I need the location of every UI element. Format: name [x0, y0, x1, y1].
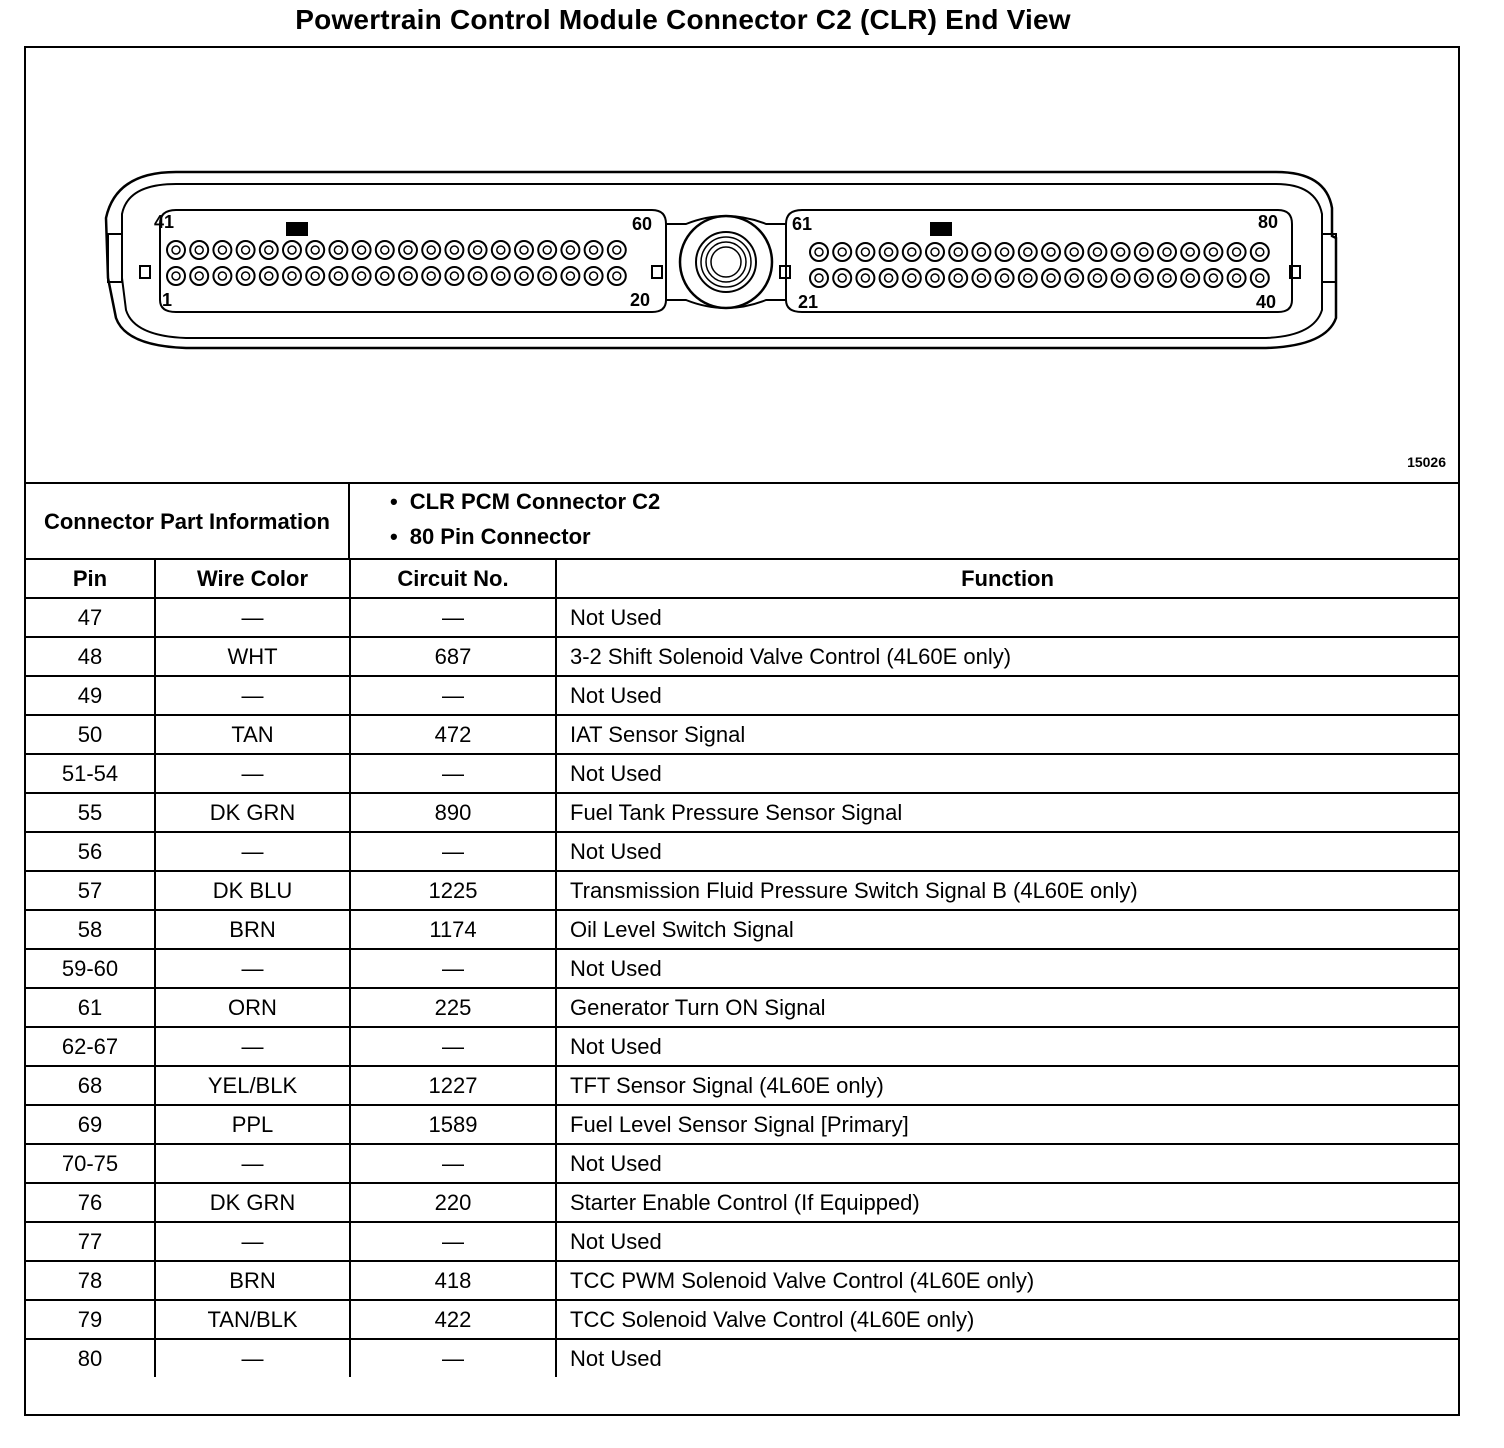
right-key [930, 222, 952, 236]
pin-terminal [856, 269, 874, 287]
pin-terminal-socket [861, 274, 869, 282]
pin-terminal-socket [1070, 274, 1078, 282]
pin-terminal-socket [1070, 248, 1078, 256]
pin-terminal-socket [815, 274, 823, 282]
pin-terminal-socket [311, 272, 319, 280]
pin-terminal [1228, 269, 1246, 287]
pin-terminal [1181, 243, 1199, 261]
pin-terminal [585, 267, 603, 285]
pin-terminal [1088, 243, 1106, 261]
cell-circuit: — [350, 1339, 556, 1377]
pin-terminal [949, 269, 967, 287]
cell-pin: 48 [26, 637, 155, 676]
pin-terminal [1135, 243, 1153, 261]
table-row [26, 715, 1458, 754]
pin-terminal-socket [218, 272, 226, 280]
cell-wire-color: — [155, 598, 350, 637]
pin-terminal [996, 243, 1014, 261]
pin-terminal-socket [590, 246, 598, 254]
cell-pin: 47 [26, 598, 155, 637]
table-row [26, 1144, 1458, 1183]
cell-wire-color: ORN [155, 988, 350, 1027]
pin-terminal [926, 243, 944, 261]
pin-terminal [306, 267, 324, 285]
cell-wire-color: DK GRN [155, 1183, 350, 1222]
pin-terminal-socket [1024, 274, 1032, 282]
pin-terminal-socket [885, 248, 893, 256]
pin-label-61: 61 [792, 214, 813, 234]
pin-terminal [561, 267, 579, 285]
connector-info-list [350, 484, 1458, 558]
cell-circuit: 1589 [350, 1105, 556, 1144]
pin-terminal [237, 241, 255, 259]
pin-terminal [190, 241, 208, 259]
pin-terminal-socket [358, 246, 366, 254]
cell-pin: 55 [26, 793, 155, 832]
pin-terminal [538, 267, 556, 285]
pin-terminal [422, 267, 440, 285]
connector-part-information [26, 484, 1458, 560]
cell-pin: 77 [26, 1222, 155, 1261]
table-row [26, 1066, 1458, 1105]
table-row [26, 1027, 1458, 1066]
cell-circuit: 890 [350, 793, 556, 832]
pin-terminal-socket [1047, 248, 1055, 256]
pin-terminal [376, 267, 394, 285]
cell-circuit: — [350, 1144, 556, 1183]
cell-wire-color: TAN [155, 715, 350, 754]
pin-terminal [810, 243, 828, 261]
pin-terminal [306, 241, 324, 259]
pin-terminal [810, 269, 828, 287]
pin-terminal-socket [1140, 274, 1148, 282]
cell-pin: 56 [26, 832, 155, 871]
cell-wire-color: DK BLU [155, 871, 350, 910]
center-bolt-ring3 [706, 242, 746, 282]
pin-terminal-socket [404, 246, 412, 254]
pin-label-21: 21 [798, 292, 819, 312]
cell-function: TCC Solenoid Valve Control (4L60E only) [556, 1300, 1458, 1339]
cell-wire-color: — [155, 1222, 350, 1261]
right-ear [1322, 234, 1336, 282]
pin-terminal [1065, 243, 1083, 261]
cell-pin: 59-60 [26, 949, 155, 988]
pin-terminal-socket [242, 246, 250, 254]
cell-function: 3-2 Shift Solenoid Valve Control (4L60E only) [556, 637, 1458, 676]
connector-end-view [26, 48, 1458, 484]
pin-label-80: 80 [1258, 212, 1279, 232]
cell-function: Not Used [556, 1222, 1458, 1261]
table-row [26, 832, 1458, 871]
pin-terminal-socket [543, 246, 551, 254]
header-function: Function [556, 560, 1458, 598]
table-row [26, 1300, 1458, 1339]
cell-circuit: 418 [350, 1261, 556, 1300]
cell-circuit: 472 [350, 715, 556, 754]
header-wire-color: Wire Color [155, 560, 350, 598]
pin-terminal [190, 267, 208, 285]
cell-function: Not Used [556, 1144, 1458, 1183]
pin-terminal-socket [1186, 274, 1194, 282]
pin-terminal [561, 241, 579, 259]
pin-terminal [329, 241, 347, 259]
cell-pin: 69 [26, 1105, 155, 1144]
table-row [26, 637, 1458, 676]
center-bolt-ring2 [701, 237, 751, 287]
pin-terminal-socket [931, 248, 939, 256]
connector-housing-outer [106, 172, 1336, 348]
pin-label-1: 1 [162, 290, 173, 310]
cell-pin: 50 [26, 715, 155, 754]
pin-terminal-socket [358, 272, 366, 280]
cell-wire-color: — [155, 832, 350, 871]
cell-pin: 78 [26, 1261, 155, 1300]
pin-terminal-socket [381, 246, 389, 254]
table-body [26, 598, 1458, 1377]
pin-terminal [1088, 269, 1106, 287]
pin-terminal [260, 241, 278, 259]
pin-terminal-socket [288, 272, 296, 280]
pin-terminal [1019, 243, 1037, 261]
pin-terminal [880, 269, 898, 287]
cell-circuit: 422 [350, 1300, 556, 1339]
pin-terminal [585, 241, 603, 259]
pin-terminal-socket [311, 246, 319, 254]
pin-terminal [856, 243, 874, 261]
cell-wire-color: — [155, 754, 350, 793]
pin-terminal-socket [1117, 274, 1125, 282]
pin-terminal-socket [1001, 274, 1009, 282]
pin-terminal [1065, 269, 1083, 287]
pin-terminal-socket [885, 274, 893, 282]
pin-terminal [903, 269, 921, 287]
table-row [26, 793, 1458, 832]
pin-terminal-socket [497, 272, 505, 280]
pin-terminal-socket [1024, 248, 1032, 256]
pin-terminal-socket [1186, 248, 1194, 256]
pin-terminal-socket [381, 272, 389, 280]
pin-terminal [213, 267, 231, 285]
pinout-table [26, 560, 1458, 1377]
pin-terminal-socket [566, 272, 574, 280]
cell-circuit: 1227 [350, 1066, 556, 1105]
cell-wire-color: — [155, 1144, 350, 1183]
table-header-row [26, 560, 1458, 598]
cell-wire-color: DK GRN [155, 793, 350, 832]
cell-circuit: 1225 [350, 871, 556, 910]
pin-terminal-socket [566, 246, 574, 254]
pin-terminal-socket [1163, 274, 1171, 282]
pin-terminal-socket [1117, 248, 1125, 256]
pin-terminal-socket [1001, 248, 1009, 256]
table-row [26, 598, 1458, 637]
pin-terminal-socket [838, 274, 846, 282]
pin-terminal-socket [450, 246, 458, 254]
center-bolt-outer [680, 216, 772, 308]
left-latch-left [140, 266, 150, 278]
cell-function: Not Used [556, 1339, 1458, 1377]
pin-terminal-socket [838, 248, 846, 256]
center-bolt-ring1 [696, 232, 756, 292]
cell-pin: 61 [26, 988, 155, 1027]
pin-terminal [880, 243, 898, 261]
pin-terminal-socket [334, 246, 342, 254]
cell-function: TFT Sensor Signal (4L60E only) [556, 1066, 1458, 1105]
cell-function: IAT Sensor Signal [556, 715, 1458, 754]
connector-drawing [26, 48, 1458, 482]
pin-terminal [353, 241, 371, 259]
table-row [26, 1105, 1458, 1144]
table-row [26, 1222, 1458, 1261]
pin-terminal-socket [861, 248, 869, 256]
pin-terminal [833, 269, 851, 287]
cell-pin: 68 [26, 1066, 155, 1105]
pin-terminal [283, 267, 301, 285]
pin-terminal-socket [450, 272, 458, 280]
pin-terminal-socket [242, 272, 250, 280]
pin-terminal-socket [474, 272, 482, 280]
cell-function: Fuel Level Sensor Signal [Primary] [556, 1105, 1458, 1144]
connector-info-item: • 80 Pin Connector [390, 519, 1458, 554]
pin-terminal-socket [954, 274, 962, 282]
pin-terminal-socket [543, 272, 551, 280]
pin-terminal [903, 243, 921, 261]
pin-terminal [492, 241, 510, 259]
cell-function: Not Used [556, 676, 1458, 715]
left-ear [108, 234, 122, 282]
cell-function: Generator Turn ON Signal [556, 988, 1458, 1027]
center-bolt-ring4 [711, 247, 741, 277]
cell-wire-color: BRN [155, 910, 350, 949]
cell-wire-color: — [155, 676, 350, 715]
pin-terminal [996, 269, 1014, 287]
cell-function: Not Used [556, 949, 1458, 988]
pin-terminal [399, 267, 417, 285]
figure-number: 15026 [1407, 454, 1446, 470]
cell-pin: 70-75 [26, 1144, 155, 1183]
pin-label-40: 40 [1256, 292, 1277, 312]
table-row [26, 988, 1458, 1027]
header-circuit: Circuit No. [350, 560, 556, 598]
pin-terminal-socket [520, 272, 528, 280]
diagram-frame [24, 46, 1460, 1416]
cell-pin: 49 [26, 676, 155, 715]
pin-terminal-socket [265, 272, 273, 280]
cell-function: Not Used [556, 598, 1458, 637]
cell-wire-color: — [155, 949, 350, 988]
cell-wire-color: YEL/BLK [155, 1066, 350, 1105]
pin-terminal [1204, 269, 1222, 287]
pin-terminal [1019, 269, 1037, 287]
pin-terminal [1158, 243, 1176, 261]
pin-terminal [260, 267, 278, 285]
pin-terminal-socket [334, 272, 342, 280]
pin-terminal [469, 241, 487, 259]
pin-terminal-socket [172, 272, 180, 280]
pin-terminal-socket [815, 248, 823, 256]
cell-circuit: 1174 [350, 910, 556, 949]
pin-terminal-socket [1233, 274, 1241, 282]
pin-terminal-socket [195, 246, 203, 254]
pin-terminal [422, 241, 440, 259]
cell-circuit: — [350, 676, 556, 715]
left-latch-right [652, 266, 662, 278]
pin-terminal-socket [265, 246, 273, 254]
pin-terminal [1251, 269, 1269, 287]
pin-terminal-socket [1256, 248, 1264, 256]
cell-function: Starter Enable Control (If Equipped) [556, 1183, 1458, 1222]
pin-terminal-socket [1256, 274, 1264, 282]
pin-terminal-socket [520, 246, 528, 254]
cell-circuit: — [350, 754, 556, 793]
pin-terminal-socket [1140, 248, 1148, 256]
pin-terminal-socket [977, 248, 985, 256]
pin-terminal [1228, 243, 1246, 261]
pin-terminal-socket [1093, 274, 1101, 282]
table-row [26, 1261, 1458, 1300]
cell-pin: 62-67 [26, 1027, 155, 1066]
pin-terminal-socket [613, 246, 621, 254]
diagram-title: Powertrain Control Module Connector C2 (CLR) End View [295, 4, 1071, 35]
pin-terminal [608, 267, 626, 285]
pin-terminal [492, 267, 510, 285]
pin-terminal [972, 243, 990, 261]
table-row [26, 676, 1458, 715]
left-key [286, 222, 308, 236]
pin-terminal-socket [288, 246, 296, 254]
pin-terminal-socket [613, 272, 621, 280]
table-row [26, 1339, 1458, 1377]
pin-terminal [376, 241, 394, 259]
cell-function: Fuel Tank Pressure Sensor Signal [556, 793, 1458, 832]
pin-terminal [445, 267, 463, 285]
pin-terminal [833, 243, 851, 261]
cell-circuit: — [350, 832, 556, 871]
cell-circuit: — [350, 949, 556, 988]
pin-terminal [1251, 243, 1269, 261]
table-row [26, 910, 1458, 949]
pin-terminal-socket [908, 274, 916, 282]
pin-terminal-socket [1233, 248, 1241, 256]
connector-info-label: Connector Part Information [26, 484, 350, 558]
cell-wire-color: — [155, 1027, 350, 1066]
cell-circuit: — [350, 598, 556, 637]
pin-terminal [1204, 243, 1222, 261]
cell-function: TCC PWM Solenoid Valve Control (4L60E only) [556, 1261, 1458, 1300]
pin-terminal-socket [977, 274, 985, 282]
pin-terminal-socket [218, 246, 226, 254]
cell-wire-color: PPL [155, 1105, 350, 1144]
header-pin: Pin [26, 560, 155, 598]
pin-terminal [329, 267, 347, 285]
cell-circuit: 220 [350, 1183, 556, 1222]
cell-circuit: — [350, 1222, 556, 1261]
cell-pin: 58 [26, 910, 155, 949]
cell-pin: 80 [26, 1339, 155, 1377]
cell-pin: 76 [26, 1183, 155, 1222]
pin-terminal [213, 241, 231, 259]
pin-terminal-socket [1209, 248, 1217, 256]
left-pin-cavity [160, 210, 666, 312]
cell-circuit: — [350, 1027, 556, 1066]
cell-wire-color: WHT [155, 637, 350, 676]
pin-terminal [1042, 243, 1060, 261]
table-row [26, 754, 1458, 793]
pin-terminal-socket [195, 272, 203, 280]
cell-function: Oil Level Switch Signal [556, 910, 1458, 949]
pin-terminal-socket [404, 272, 412, 280]
cell-pin: 57 [26, 871, 155, 910]
pin-terminal [515, 241, 533, 259]
pin-terminal [167, 241, 185, 259]
cell-function: Transmission Fluid Pressure Switch Signal B (4L60E only) [556, 871, 1458, 910]
cell-wire-color: — [155, 1339, 350, 1377]
pin-terminal [1112, 269, 1130, 287]
cell-circuit: 687 [350, 637, 556, 676]
pin-terminal [353, 267, 371, 285]
table-row [26, 949, 1458, 988]
pin-label-60: 60 [632, 214, 653, 234]
pin-terminal [283, 241, 301, 259]
pin-terminal-socket [474, 246, 482, 254]
pin-terminal-socket [1163, 248, 1171, 256]
pin-terminal-socket [427, 246, 435, 254]
pin-terminal-socket [590, 272, 598, 280]
pin-terminal-socket [1047, 274, 1055, 282]
pin-terminal [538, 241, 556, 259]
cell-wire-color: TAN/BLK [155, 1300, 350, 1339]
pin-terminal-socket [954, 248, 962, 256]
pin-terminal [469, 267, 487, 285]
cell-wire-color: BRN [155, 1261, 350, 1300]
pin-terminal [399, 241, 417, 259]
cell-function: Not Used [556, 832, 1458, 871]
pin-terminal [1158, 269, 1176, 287]
pin-terminal [949, 243, 967, 261]
cell-circuit: 225 [350, 988, 556, 1027]
cell-pin: 51-54 [26, 754, 155, 793]
pin-terminal [1181, 269, 1199, 287]
pin-terminal [608, 241, 626, 259]
cell-function: Not Used [556, 1027, 1458, 1066]
pin-terminal-socket [427, 272, 435, 280]
pin-terminal [445, 241, 463, 259]
cell-function: Not Used [556, 754, 1458, 793]
pin-terminal-socket [1209, 274, 1217, 282]
pin-terminal-socket [172, 246, 180, 254]
connector-info-item: • CLR PCM Connector C2 [390, 484, 1458, 519]
pin-terminal-socket [931, 274, 939, 282]
pin-terminal-socket [497, 246, 505, 254]
pin-terminal [167, 267, 185, 285]
pin-terminal [237, 267, 255, 285]
pin-terminal-socket [1093, 248, 1101, 256]
pin-terminal [926, 269, 944, 287]
pin-label-20: 20 [630, 290, 651, 310]
pin-terminal [1042, 269, 1060, 287]
pin-terminal [972, 269, 990, 287]
table-row [26, 1183, 1458, 1222]
table-row [26, 871, 1458, 910]
cell-pin: 79 [26, 1300, 155, 1339]
pin-terminal [515, 267, 533, 285]
pin-label-41: 41 [154, 212, 175, 232]
pin-terminal [1135, 269, 1153, 287]
pin-terminal-socket [908, 248, 916, 256]
pin-terminal [1112, 243, 1130, 261]
